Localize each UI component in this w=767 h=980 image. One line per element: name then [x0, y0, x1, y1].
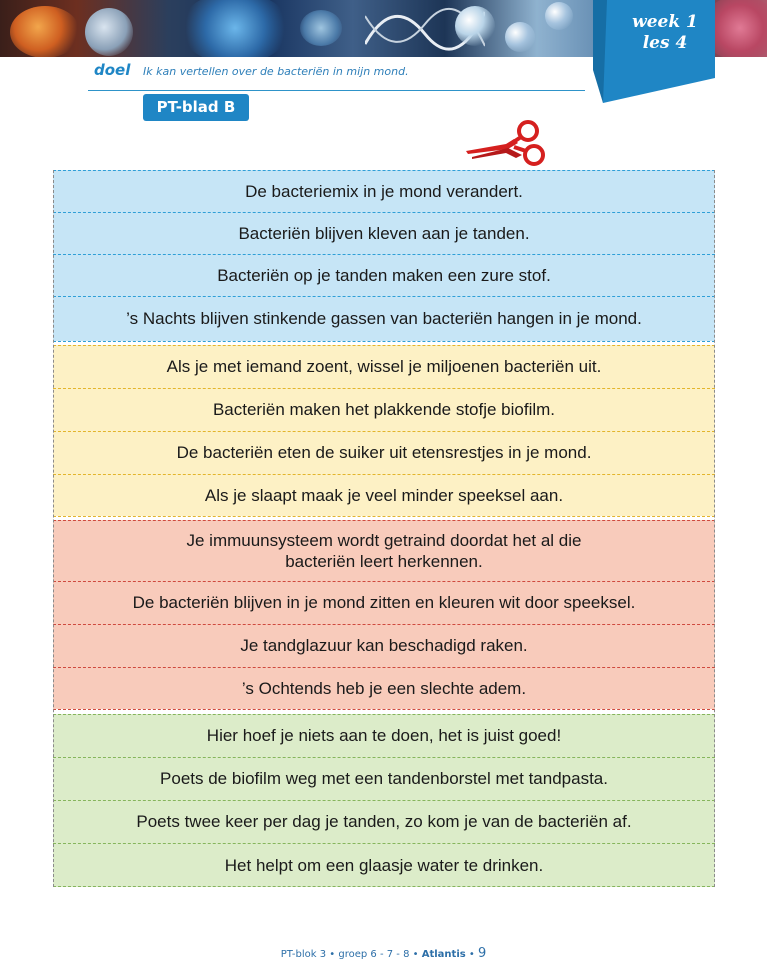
strip-item[interactable]: Als je met iemand zoent, wissel je miljoenen bacteriën uit.: [53, 345, 715, 388]
footer-separator: •: [329, 949, 336, 960]
strip-item[interactable]: Als je slaapt maak je veel minder speeksel aan.: [53, 474, 715, 516]
strip-item[interactable]: De bacteriemix in je mond verandert.: [53, 170, 715, 212]
strip-item[interactable]: Bacteriën op je tanden maken een zure stof.: [53, 254, 715, 296]
virus-image: [300, 10, 342, 46]
footer-separator: •: [468, 949, 475, 960]
cut-line: [53, 474, 715, 475]
cut-line: [53, 757, 715, 758]
cut-line-left: [53, 170, 54, 887]
strip-item[interactable]: De bacteriën blijven in je mond zitten en kleuren wit door speeksel.: [53, 581, 715, 624]
strip-item[interactable]: Poets de biofilm weg met een tandenborstel met tandpasta.: [53, 757, 715, 800]
molecule-image: [455, 6, 495, 46]
strip-item[interactable]: Het helpt om een glaasje water te drinken.: [53, 843, 715, 887]
strip-item[interactable]: Hier hoef je niets aan te doen, het is juist goed!: [53, 714, 715, 757]
week-lesson-tag: [593, 0, 715, 103]
cut-line: [53, 667, 715, 668]
cut-line: [53, 843, 715, 844]
strip-item[interactable]: Poets twee keer per dag je tanden, zo kom je van de bacteriën af.: [53, 800, 715, 843]
goal-label: doel: [94, 61, 131, 79]
cut-line-right: [714, 170, 715, 887]
worksheet-badge: PT-blad B: [143, 94, 249, 121]
molecule-image: [505, 22, 535, 52]
cell-image: [85, 8, 133, 56]
footer-blok: PT-blok 3: [280, 949, 327, 960]
cut-line: [53, 345, 715, 346]
cut-line: [53, 624, 715, 625]
cut-line: [53, 714, 715, 715]
week-label: week 1: [632, 12, 698, 32]
strip-item[interactable]: ’s Ochtends heb je een slechte adem.: [53, 667, 715, 709]
strip-item[interactable]: Je tandglazuur kan beschadigd raken.: [53, 624, 715, 667]
strip-item[interactable]: Bacteriën maken het plakkende stofje biofilm.: [53, 388, 715, 431]
cut-line: [53, 170, 715, 171]
cut-line: [53, 520, 715, 521]
page-footer: [0, 946, 767, 961]
cut-line: [53, 388, 715, 389]
cut-line: [53, 254, 715, 255]
footer-series: Atlantis: [421, 949, 466, 960]
footer-separator: •: [412, 949, 419, 960]
strip-item[interactable]: ’s Nachts blijven stinkende gassen van bacteriën hangen in je mond.: [53, 296, 715, 341]
header-divider: [88, 90, 585, 91]
virus-image: [180, 0, 290, 57]
goal-text: Ik kan vertellen over de bacteriën in mijn mond.: [143, 65, 409, 78]
scissors-icon: [462, 117, 548, 169]
page-number: 9: [478, 946, 487, 961]
molecule-image: [545, 2, 573, 30]
cell-image: [10, 6, 80, 57]
cut-out-strips: [53, 170, 715, 887]
cut-line: [53, 800, 715, 801]
footer-groep: groep 6 - 7 - 8: [338, 949, 410, 960]
cut-line: [53, 709, 715, 710]
cut-line: [53, 581, 715, 582]
cut-line: [53, 431, 715, 432]
cut-line: [53, 886, 715, 887]
strip-item[interactable]: Bacteriën blijven kleven aan je tanden.: [53, 212, 715, 254]
strip-item[interactable]: De bacteriën eten de suiker uit etensrestjes in je mond.: [53, 431, 715, 474]
cut-line: [53, 296, 715, 297]
cut-line: [53, 516, 715, 517]
strip-item[interactable]: Je immuunsysteem wordt getraind doordat het al die bacteriën leert herkennen.: [53, 520, 715, 581]
cut-line: [53, 341, 715, 342]
cut-line: [53, 212, 715, 213]
lesson-label: les 4: [642, 33, 688, 53]
